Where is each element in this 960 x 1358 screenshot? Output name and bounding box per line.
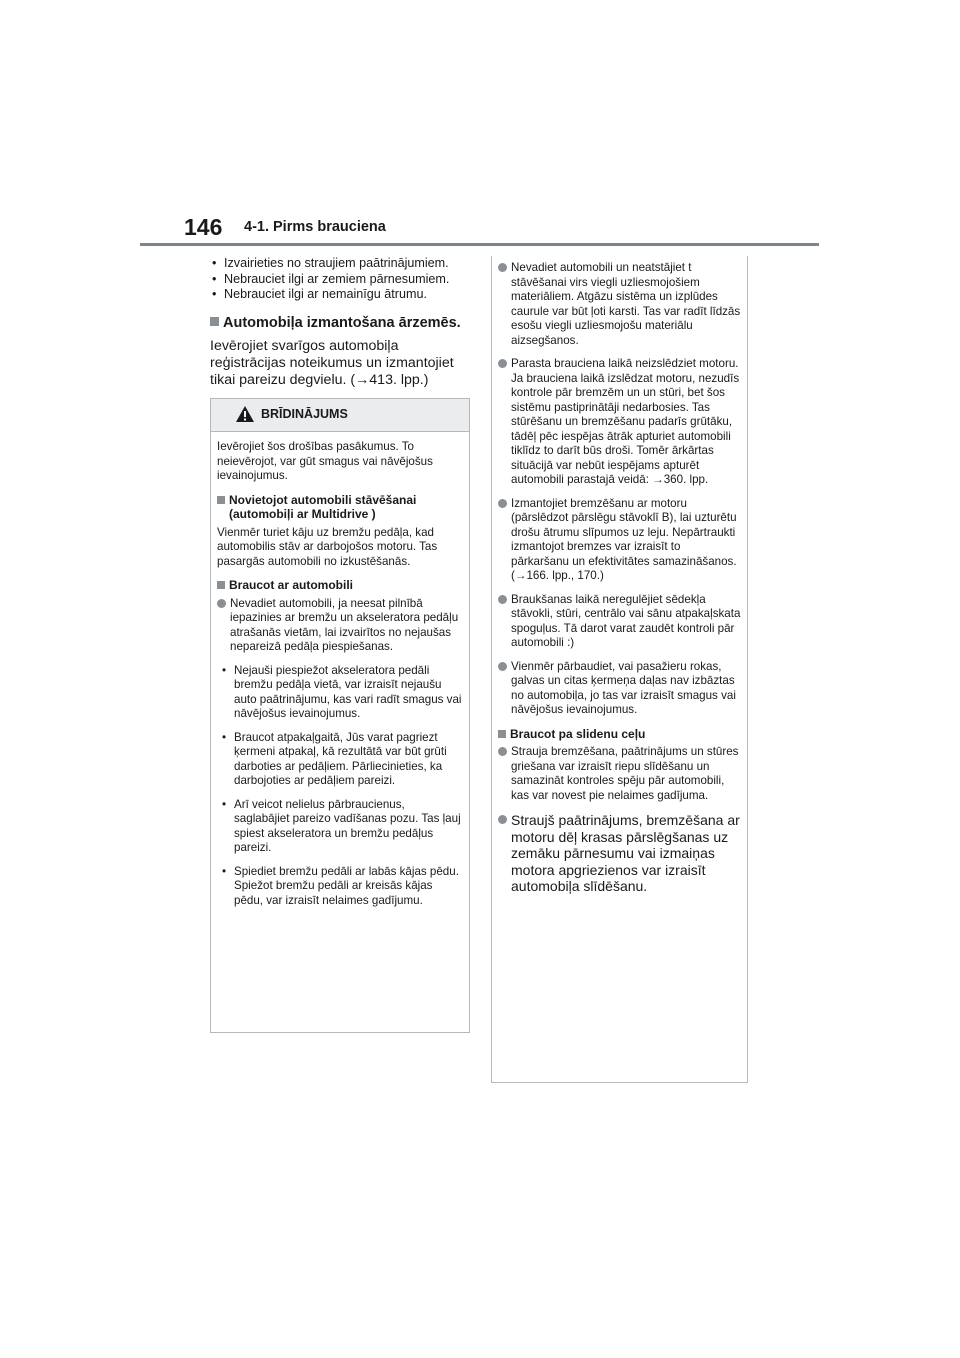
circle-bullet-icon: [217, 599, 226, 608]
dot-text: Straujš paātrinājums, bremzēšana ar motoru dēļ krasas pārslēgšanas uz zemāku pārnesumu vai izmaiņas motora apgriezienos var izraisīt automobiļa slīdēšanu.: [511, 812, 740, 894]
dot-text: Vienmēr pārbaudiet, vai pasažieru rokas, galvas un citas ķermeņa daļas nav izbāztas no automobiļa, jo tas var izraisīt smagus vai nāvējošus ievainojumus.: [511, 659, 736, 716]
dot-text: Strauja bremzēšana, paātrinājums un stūres griešana var izraisīt riepu slīdēšanu un samazināt kontroles spēju pār automobili, kas var novest pie nelaimes gadījuma.: [511, 745, 739, 802]
park-heading: [217, 493, 463, 522]
list-item: • Nejauši piespiežot akseleratora pedāli bremžu pedāļa vietā, var izraisīt nejaušu auto paātrinājumu, kas vari radīt smagus vai nāvējošus ievainojumus.: [222, 663, 462, 720]
list-item: • Arī veicot nelielus pārbraucienus, saglabājiet pareizo vadīšanas pozu. Tas ļauj spiest akseleratora un bremžu pedāļus pareizi.: [217, 798, 463, 856]
drive-heading-text: Braucot ar automobili: [229, 578, 354, 592]
square-bullet-icon: [498, 730, 506, 738]
bullet-text: Arī veicot nelielus pārbraucienus, saglabājiet pareizo vadīšanas pozu. Tas ļauj spiest akseleratora un bremžu pedāļus pareizi.: [234, 797, 461, 854]
circle-bullet-icon: [498, 747, 507, 756]
abroad-text: Ievērojiet svarīgos automobiļa reģistrācijas noteikumus un izmantojiet tikai pareizu degvielu. (→413. lpp.): [210, 337, 454, 388]
drive-dot-text: Nevadiet automobili, ja neesat pilnībā iepazinies ar bremžu un akseleratora pedāļu atrašanās vietām, lai izvairītos no nejaušas nepareizā pedāļa piespiešanas.: [230, 596, 459, 653]
bullet-text: Nejauši piespiežot akseleratora pedāli bremžu pedāļa vietā, var izraisīt nejaušu auto paātrinājumu, kas vari radīt smagus vai nāvējošus ievainojumus.: [234, 663, 462, 720]
list-item: [498, 812, 741, 895]
list-item: [498, 660, 741, 718]
list-item: [217, 597, 463, 655]
list-item: [498, 497, 741, 584]
slippery-heading: [498, 727, 741, 742]
park-heading-text: Novietojot automobili stāvēšanai (automobiļi ar Multidrive ): [229, 492, 417, 521]
list-item: • Izvairieties no straujiem paātrinājumiem.: [210, 256, 472, 272]
warning-title: BRĪDINĀJUMS: [261, 407, 348, 421]
warning-box: [210, 398, 470, 1033]
list-item: [498, 261, 741, 348]
square-bullet-icon: [217, 496, 225, 504]
dot-text: Braukšanas laikā neregulējiet sēdekļa stāvokli, stūri, centrālo vai sānu atpakaļskata spoguļus. Tā darot varat zaudēt kontroli pār automobili :): [511, 592, 741, 649]
bullet-text: Braucot atpakaļgaitā, Jūs varat pagriezt ķermeni atpakaļ, kā rezultātā var būt grūti darboties ar pedāļiem. Pārliecinieties, ka darbojoties ar pedāļiem pareizi.: [234, 730, 447, 787]
park-text: Vienmēr turiet kāju uz bremžu pedāļa, kad automobilis stāv ar darbojošos motoru. Tas pasargās automobili no izkustēšanās.: [217, 525, 438, 568]
drive-heading: [217, 578, 463, 593]
header-rule: [140, 243, 819, 246]
warning-triangle-icon: [235, 405, 255, 423]
right-column-box: [491, 256, 748, 1083]
list-item: [498, 357, 741, 488]
circle-bullet-icon: [498, 595, 507, 604]
circle-bullet-icon: [498, 263, 507, 272]
right-column-body: [492, 256, 747, 895]
list-item: • Braucot atpakaļgaitā, Jūs varat pagriezt ķermeni atpakaļ, kā rezultātā var būt grūti darboties ar pedāļiem. Pārliecinieties, ka darbojoties ar pedāļiem pareizi.: [217, 731, 463, 789]
square-bullet-icon: [210, 317, 219, 326]
circle-bullet-icon: [498, 499, 507, 508]
page-number: 146: [184, 214, 223, 240]
circle-bullet-icon: [498, 815, 507, 824]
list-item: • Nebrauciet ilgi ar zemiem pārnesumiem.: [210, 272, 472, 288]
list-item: [498, 745, 741, 803]
list-item: • Spiediet bremžu pedāli ar labās kājas pēdu. Spiežot bremžu pedāli ar kreisās kājas pēdu, var izraisīt nelaimes gadījumu.: [217, 865, 463, 909]
section-title: 4-1. Pirms brauciena: [244, 219, 386, 235]
dot-text: Nevadiet automobili un neatstājiet t stāvēšanai virs viegli uzliesmojošiem materiāliem. Atgāzu sistēma un izplūdes caurule var būt ļoti karsti. Tas var radīt līdzās esošu viegli uzliesmojošu materiālu aizsegšanos.: [511, 261, 741, 347]
slippery-heading-text: Braucot pa slidenu ceļu: [510, 726, 646, 741]
circle-bullet-icon: [498, 359, 507, 368]
list-item: • Nebrauciet ilgi ar nemainīgu ātrumu.: [210, 287, 472, 303]
left-column: [210, 256, 472, 389]
list-item: [498, 593, 741, 651]
intro-bullet-list: [210, 256, 472, 303]
dot-text: Izmantojiet bremzēšanu ar motoru (pārslēdzot pārslēgu stāvoklī B), lai uzturētu drošu ātrumu slīpumos uz leju. Nepārtraukti izmantojot bremzes var izraisīt to pārkaršanu un efektivitātes samazināšanos. (→166. lpp., 170.): [511, 496, 737, 582]
abroad-heading: [210, 315, 472, 331]
warning-body: [211, 432, 469, 908]
circle-bullet-icon: [498, 662, 507, 671]
abroad-heading-text: Automobiļa izmantošana ārzemēs.: [223, 314, 461, 331]
bullet-text: Spiediet bremžu pedāli ar labās kājas pēdu. Spiežot bremžu pedāli ar kreisās kājas pēdu, var izraisīt nelaimes gadījumu.: [234, 864, 459, 907]
warning-intro: Ievērojiet šos drošības pasākumus. To neievērojot, var gūt smagus vai nāvējošus ievainojumus.: [217, 440, 433, 482]
square-bullet-icon: [217, 581, 225, 589]
warning-header: [211, 399, 469, 432]
dot-text: Parasta brauciena laikā neizslēdziet motoru. Ja brauciena laikā izslēdzat motoru, nezudīs kontrole pār bremzēm un un stūri, bet šos sistēmu pastiprinātāji nedarbosies. Tas stūrēšanu un bremzēšanu padarīs grūtāku, tādēļ pēc iespējas ātrāk apturiet automobili tiklīdz to darīt būs droši. Tomēr ārkārtas situācijā var nebūt iespējams apturēt automobili parastajā veidā: →360. lpp.: [511, 357, 740, 486]
